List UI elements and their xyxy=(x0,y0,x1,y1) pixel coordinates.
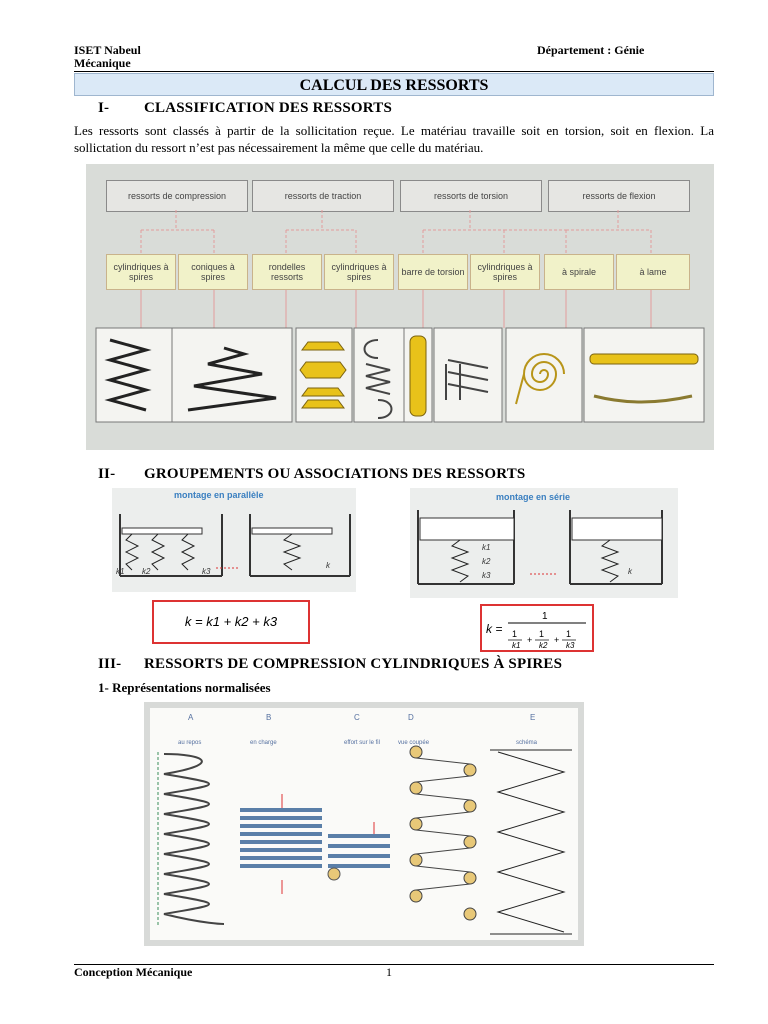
repr-label-d: vue coupée xyxy=(398,740,430,746)
header-institution: ISET Nabeul xyxy=(74,43,141,57)
frac-3: 1 xyxy=(566,629,572,639)
category-box: ressorts de flexion xyxy=(548,180,690,212)
type-box: à lame xyxy=(616,254,690,290)
subsection-title: 1- Représentations normalisées xyxy=(98,680,271,695)
repr-label-e: schéma xyxy=(516,740,538,746)
frac-k3: k3 xyxy=(566,641,575,650)
svg-text:+: + xyxy=(527,635,533,645)
serie-k3-label: k3 xyxy=(482,571,491,580)
category-box: ressorts de compression xyxy=(106,180,248,212)
type-box: cylindriques à spires xyxy=(470,254,540,290)
parallel-k3-label: k3 xyxy=(202,567,211,576)
type-box: coniques à spires xyxy=(178,254,248,290)
spring-illustrations xyxy=(86,164,714,450)
parallel-assembly-figure xyxy=(112,488,356,592)
serie-k-label: k xyxy=(628,567,632,576)
footer-page-number: 1 xyxy=(386,965,392,979)
type-box: rondelles ressorts xyxy=(252,254,322,290)
frac-2: 1 xyxy=(539,629,545,639)
category-box: ressorts de traction xyxy=(252,180,394,212)
serie-formula-numerator: 1 xyxy=(542,611,548,622)
parallel-formula: k = k1 + k2 + k3 xyxy=(184,614,278,629)
section-number: III- xyxy=(98,656,122,672)
frac-k1: k1 xyxy=(512,641,521,650)
repr-label-b: en charge xyxy=(250,740,277,746)
footer-course: Conception Mécanique xyxy=(74,965,193,979)
serie-springs-drawing xyxy=(410,488,678,598)
parallel-k2-label: k2 xyxy=(142,567,151,576)
header-department: Département : Génie xyxy=(537,43,645,57)
parallel-k-label: k xyxy=(326,561,330,570)
section-title: GROUPEMENTS OU ASSOCIATIONS DES RESSORTS xyxy=(144,466,526,482)
repr-letter-a: A xyxy=(188,713,194,722)
section-number: I- xyxy=(98,100,110,116)
section-title: CLASSIFICATION DES RESSORTS xyxy=(144,100,393,116)
type-box: à spirale xyxy=(544,254,614,290)
serie-title: montage en série xyxy=(496,492,571,502)
serie-k1-label: k1 xyxy=(482,543,491,552)
representations-drawing xyxy=(144,702,584,946)
frac-k2: k2 xyxy=(539,641,548,650)
repr-letter-d: D xyxy=(408,713,414,722)
serie-formula-lhs: k = xyxy=(486,622,503,636)
header-rule xyxy=(74,71,714,72)
section-title: RESSORTS DE COMPRESSION CYLINDRIQUES À SPIRES xyxy=(144,656,563,672)
serie-formula xyxy=(482,606,592,650)
header-department-cont: Mécanique xyxy=(74,56,131,70)
parallel-formula-box xyxy=(152,600,310,644)
repr-letter-c: C xyxy=(354,713,360,722)
type-box: cylindriques à spires xyxy=(324,254,394,290)
svg-text:+: + xyxy=(554,635,560,645)
repr-label-c: effort sur le fil xyxy=(344,740,380,746)
repr-letter-e: E xyxy=(530,713,536,722)
serie-formula-box xyxy=(480,604,594,652)
type-box: cylindriques à spires xyxy=(106,254,176,290)
repr-letter-b: B xyxy=(266,713,272,722)
page-title: CALCUL DES RESSORTS xyxy=(299,77,489,94)
classification-figure xyxy=(86,164,714,450)
parallel-springs-drawing xyxy=(112,488,356,592)
repr-label-a: au repos xyxy=(178,740,202,746)
serie-assembly-figure xyxy=(410,488,678,598)
category-box: ressorts de torsion xyxy=(400,180,542,212)
section-number: II- xyxy=(98,466,116,482)
page-title-bar xyxy=(74,73,714,96)
frac-1: 1 xyxy=(512,629,518,639)
intro-paragraph: Les ressorts sont classés à partir de la sollicitation reçue. Le matériau travaille soit en torsion, soit en flexion. La sollictation du ressort n’est pas nécessairement la même que celle du matériau. xyxy=(74,123,714,155)
type-box: barre de torsion xyxy=(398,254,468,290)
parallel-k1-label: k1 xyxy=(116,567,125,576)
parallel-title: montage en parallèle xyxy=(174,490,264,500)
serie-k2-label: k2 xyxy=(482,557,491,566)
representations-figure xyxy=(144,702,584,946)
